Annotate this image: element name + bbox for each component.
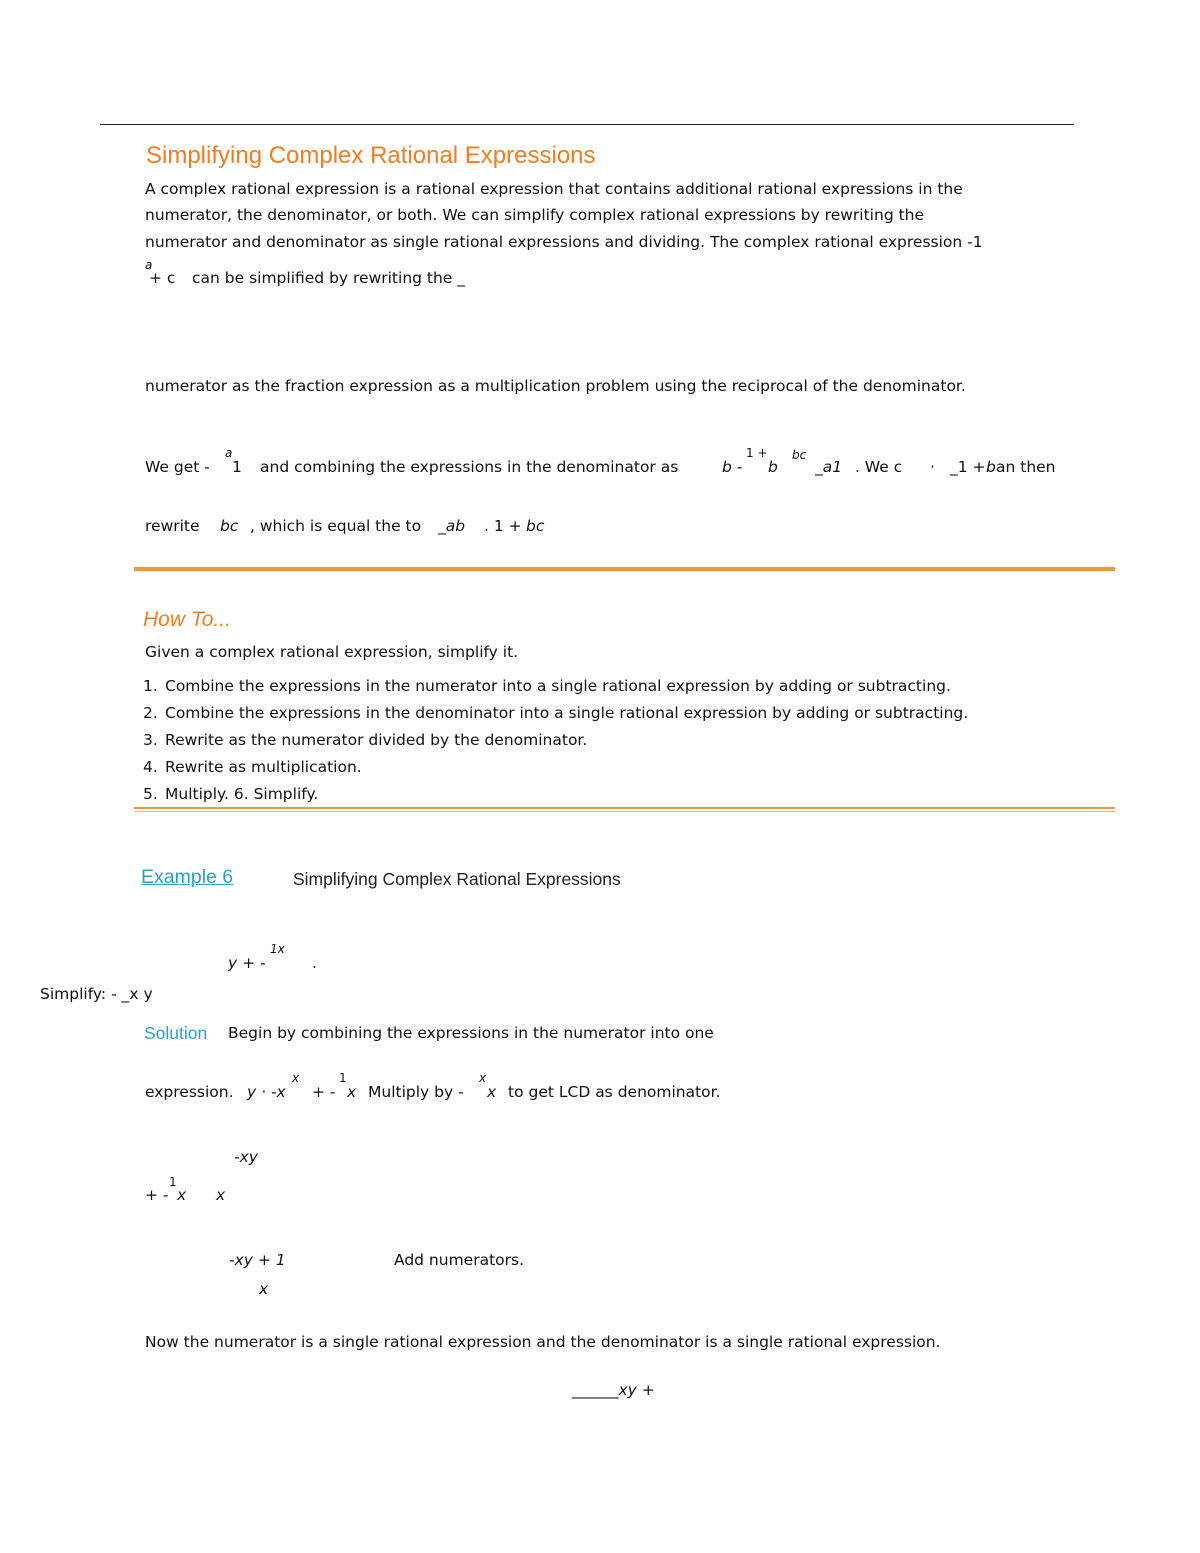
we-get-we-c: . We c (855, 458, 903, 476)
step-text: Multiply. 6. Simplify. (165, 785, 319, 803)
we-get-tail: _1 + (950, 458, 986, 476)
step-number: 1. (143, 677, 158, 695)
expr-y-plus: y + - (228, 954, 266, 972)
step-numerator: -xy + 1 (229, 1251, 286, 1269)
step-plus: + - (145, 1186, 169, 1204)
we-get-one: 1 (232, 458, 242, 476)
rewrite-ab: _ab (438, 517, 466, 535)
step-number: 2. (143, 704, 158, 722)
step-add: Add numerators. (394, 1251, 525, 1269)
expr-line-multiply: Multiply by - (368, 1083, 464, 1101)
we-get-sup-a: a (225, 446, 233, 460)
intro-line-3: numerator and denominator as single rational expressions and dividing. The complex rational expression -1 (145, 233, 983, 251)
step-x2: x (216, 1186, 226, 1204)
step-x: x (177, 1186, 187, 1204)
rewrite-bc: bc (220, 517, 239, 535)
rewrite-prefix: rewrite (145, 517, 200, 535)
howto-bottom-rule-thin (134, 811, 1115, 812)
expr-line-x1: x (347, 1083, 357, 1101)
we-get-sup-one-plus: 1 + (746, 446, 768, 460)
expr-line-prefix: expression. (145, 1083, 234, 1101)
final-fragment: ______xy + (572, 1381, 655, 1399)
step-number: 4. (143, 758, 158, 776)
we-get-a1: _a1 (815, 458, 843, 476)
we-get-b-an: b (986, 458, 996, 476)
step-xy: -xy (234, 1148, 258, 1166)
expr-sup-1x: 1x (270, 942, 285, 956)
solution-label: Solution (144, 1023, 208, 1043)
step-text: Combine the expressions in the numerator into a single rational expression by adding or subtracting. (165, 677, 951, 695)
example-label[interactable]: Example 6 (141, 866, 234, 888)
line-numerator: numerator as the fraction expression as a multiplication problem using the reciprocal of the denominator. (145, 377, 966, 395)
now-line: Now the numerator is a single rational expression and the denominator is a single rational expression. (145, 1333, 941, 1351)
expr-line-lcd: to get LCD as denominator. (508, 1083, 721, 1101)
step-number: 3. (143, 731, 158, 749)
we-get-dot: · (930, 458, 935, 476)
expr-dot: . (312, 954, 317, 972)
expr-line-x2: x (487, 1083, 497, 1101)
simplify-label: Simplify: - _x y (40, 985, 153, 1003)
expr-line-sup-x2: x (479, 1071, 487, 1085)
step-text: Rewrite as multiplication. (165, 758, 362, 776)
frag-simplified: can be simplified by rewriting the _ (192, 269, 466, 287)
we-get-prefix: We get - (145, 458, 210, 476)
frag-plus-c: + c (149, 269, 176, 287)
top-rule (100, 124, 1074, 125)
rewrite-bc2: bc (526, 517, 545, 535)
howto-steps (143, 673, 968, 808)
expr-line-sup-x1: x (292, 1071, 300, 1085)
step-denominator: x (259, 1280, 269, 1298)
howto-step (143, 700, 968, 727)
step-sup-1: 1 (169, 1175, 177, 1189)
example-title: Simplifying Complex Rational Expressions (293, 869, 621, 889)
step-text: Rewrite as the numerator divided by the denominator. (165, 731, 588, 749)
frag-a: a (145, 258, 153, 272)
we-get-b-dash: b - (722, 458, 743, 476)
we-get-an-then: an then (996, 458, 1056, 476)
howto-step (143, 754, 968, 781)
expr-line-y-dot: y · -x (247, 1083, 286, 1101)
we-get-sup-bc: bc (792, 448, 807, 462)
howto-step (143, 673, 968, 700)
section-title: Simplifying Complex Rational Expressions (146, 142, 596, 169)
howto-top-rule (134, 567, 1115, 571)
solution-text: Begin by combining the expressions in the numerator into one (228, 1024, 714, 1042)
howto-step (143, 781, 968, 808)
howto-title: How To... (143, 608, 231, 631)
we-get-b2: b (768, 458, 778, 476)
step-text: Combine the expressions in the denominator into a single rational expression by adding or subtracting. (165, 704, 969, 722)
howto-bottom-rule (134, 807, 1115, 809)
rewrite-tail: . 1 + (484, 517, 522, 535)
howto-step (143, 727, 968, 754)
step-number: 5. (143, 785, 158, 803)
intro-line-2: numerator, the denominator, or both. We can simplify complex rational expressions by rewriting the (145, 206, 925, 224)
howto-given: Given a complex rational expression, simplify it. (145, 643, 519, 661)
we-get-combining: and combining the expressions in the denominator as (260, 458, 679, 476)
rewrite-which: , which is equal the to (250, 517, 422, 535)
expr-line-plus: + - (312, 1083, 336, 1101)
expr-line-sup-1: 1 (339, 1071, 347, 1085)
intro-line-1: A complex rational expression is a rational expression that contains additional rational expressions in the (145, 180, 963, 198)
